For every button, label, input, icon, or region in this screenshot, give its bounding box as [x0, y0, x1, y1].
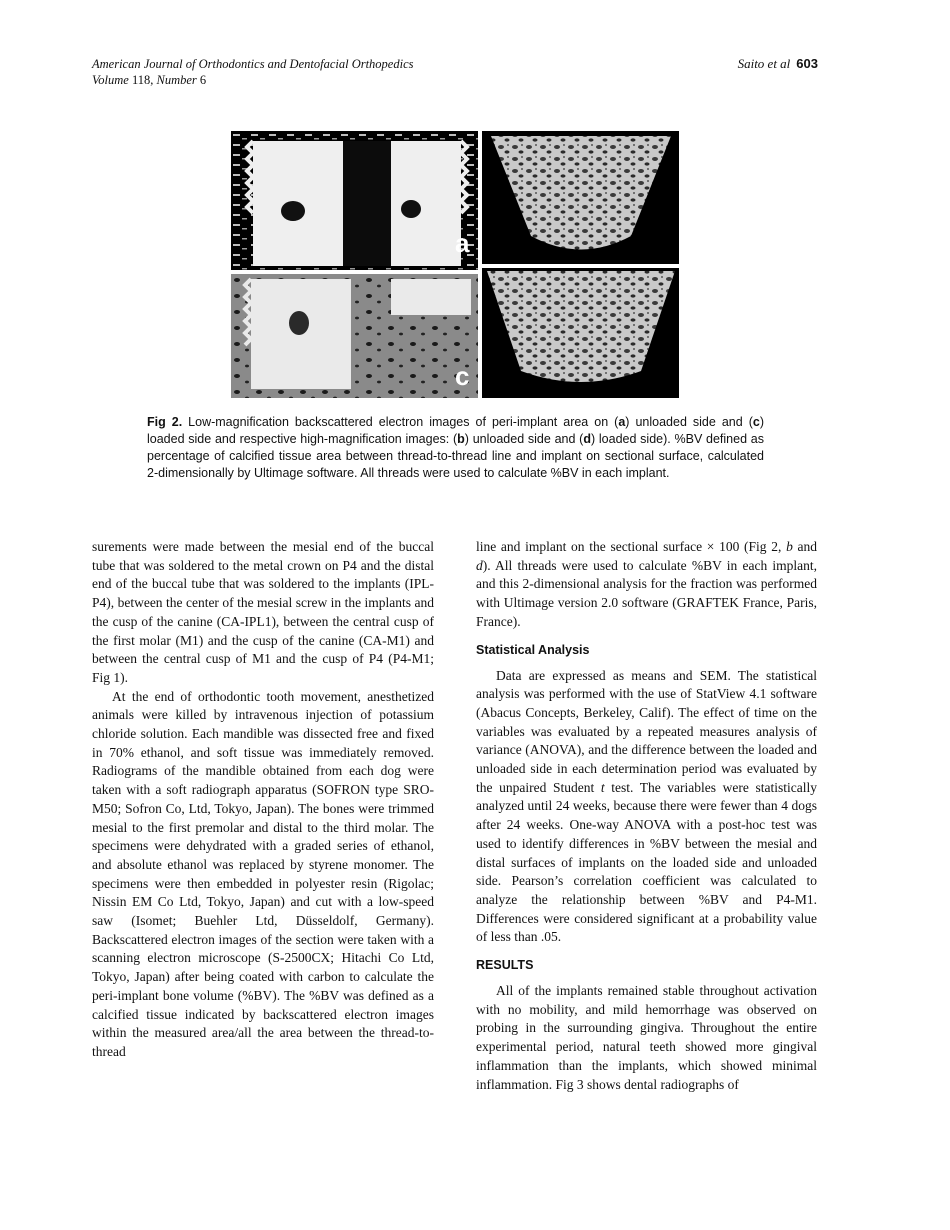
body-paragraph: All of the implants remained stable throughout activation with no mobility, and mild hemorrhage was observed on probing in the surrounding gingiva. Throughout the entire experimental period, natural teeth showed more gingival inflammation than the implants, which showed minimal inflammation. Fig 3 shows dental radiographs of: [476, 983, 817, 1092]
figure-2-micrograph: [231, 131, 679, 398]
journal-volume-number: [92, 72, 414, 88]
italic-ref: b: [786, 539, 793, 554]
figure-caption: [147, 414, 764, 482]
caption-panel-d-ref: d: [583, 432, 591, 446]
italic-ref: d: [476, 557, 483, 573]
running-header-author: [738, 56, 818, 72]
body-paragraph: At the end of orthodontic tooth movement, anesthetized animals were killed by intravenous injection of potassium chloride solution. Each mandible was dissected free and fixed in 70% ethanol, and soft tissue was immediately removed. Radiograms of the mandible obtained from each dog were taken with a soft radiograph apparatus (SOFRON type SRO-M50; Sofron Co, Ltd, Tokyo, Japan). The bones were trimmed mesial to the first premolar and distal to the third molar. The specimens were dehydrated with a graded series of ethanol, and absolute ethanol was replaced by styrene monomer. The specimens were then embedded in polyester resin (Rigolac; Nissin EM Co Ltd, Tokyo, Japan) and cut with a low-speed saw (Isomet; Buehler Ltd, Düsseldolf, Germany). Backscattered electron images of the section were taken with a scanning electron microscope (S-2500CX; Hitachi Co Ltd, Tokyo, Japan) after being coated with carbon to calculate the peri-implant bone volume (%BV). The %BV was defined as a calcified tissue indicated by backscattered electron images within the measured area/all the area between the thread-to-thread: [92, 688, 434, 1059]
panel-b-image: [482, 131, 679, 264]
micrograph-image: [231, 131, 679, 398]
page-number: 603: [796, 56, 818, 71]
running-header-journal: [92, 56, 414, 88]
body-paragraph: [476, 538, 817, 632]
panel-label-b: b: [653, 226, 669, 256]
left-column: [92, 538, 434, 1062]
text-run: Data are expressed as means and SEM. The statistical analysis was performed with the use of StatView 4.1 software (Abacus Concepts, Berkeley, Calif). The effect of time on the variables was evaluated by a repeated measures analysis of variance (ANOVA), and the difference between the loaded and unloaded side in each determination period was evaluated by the unpaired Student: [476, 667, 817, 795]
caption-text: ) loaded side). %BV defined as percentage of calcified tissue area between thread-to-thread line and implant on sectional surface, calculated 2-dimensionally by Ultimage software. All threads were used to calculate %BV in each implant.: [147, 432, 764, 480]
number-label: Number: [156, 73, 197, 87]
text-run: test. The variables were statistically analyzed until 24 weeks, because there were fewer than 4 dogs after 24 weeks. One-way ANOVA with a post-hoc test was used to identify differences in %BV between the mesial and distal surfaces of implants on the loaded side and unloaded side. Pearson’s correlation coefficient was calculated to analyze the relationship between %BV and P4-M1. Differences were considered significant at a probability value of less than .05.: [476, 779, 817, 945]
caption-panel-c-ref: c: [752, 415, 760, 429]
panel-divider-right: [482, 264, 679, 268]
text-run: ). All threads were used to calculate %BV in each implant, and this 2-dimensional analysis for the fraction was performed with Ultimage version 2.0 software (GRAFTEK France, Paris, France).: [476, 557, 817, 629]
text-run: and: [792, 539, 817, 554]
section-heading-results: RESULTS: [476, 958, 534, 973]
caption-panel-b-ref: b: [457, 432, 465, 446]
author-name: Saito et al: [737, 56, 791, 71]
panel-divider-vertical: [478, 131, 482, 398]
number-value: 6: [199, 73, 207, 87]
text-run: line and implant on the sectional surface × 100 (Fig 2,: [476, 539, 787, 554]
caption-panel-a-ref: a: [618, 415, 626, 429]
panel-a-image: [231, 131, 478, 270]
body-paragraph: surements were made between the mesial end of the buccal tube that was soldered to the metal crown on P4 and the distal end of the buccal tube that was soldered to the implants (IPL-P4), between the center of the mesial screw in the implants and the cusp of the canine (CA-IPL1), between the central cusp of the first molar (M1) and the cusp of the canine (CA-M1) and between the central cusp of M1 and the cusp of P4 (P4-M1; Fig 1).: [92, 539, 434, 685]
panel-c-image: [231, 274, 478, 398]
panel-divider-left: [231, 270, 478, 274]
italic-t: t: [600, 779, 605, 795]
section-heading-statistical-analysis: Statistical Analysis: [476, 642, 590, 657]
caption-text: ) unloaded side and (: [464, 432, 584, 446]
volume-value: 118,: [131, 73, 154, 87]
panel-label-c: c: [455, 361, 470, 391]
panel-label-d: d: [653, 361, 669, 391]
panel-d-image: [482, 268, 679, 398]
caption-text: ) loaded side and respective high-magnification images: (: [147, 415, 764, 446]
body-paragraph: [476, 667, 817, 948]
journal-title: American Journal of Orthodontics and Dentofacial Orthopedics: [92, 57, 414, 71]
caption-text: Low-magnification backscattered electron images of peri-implant area on (: [182, 415, 619, 429]
caption-text: ) unloaded side and (: [625, 415, 753, 429]
figure-label: Fig 2.: [147, 415, 183, 429]
volume-label: Volume: [92, 73, 129, 87]
right-column: [476, 538, 817, 1094]
panel-label-a: a: [455, 228, 470, 258]
